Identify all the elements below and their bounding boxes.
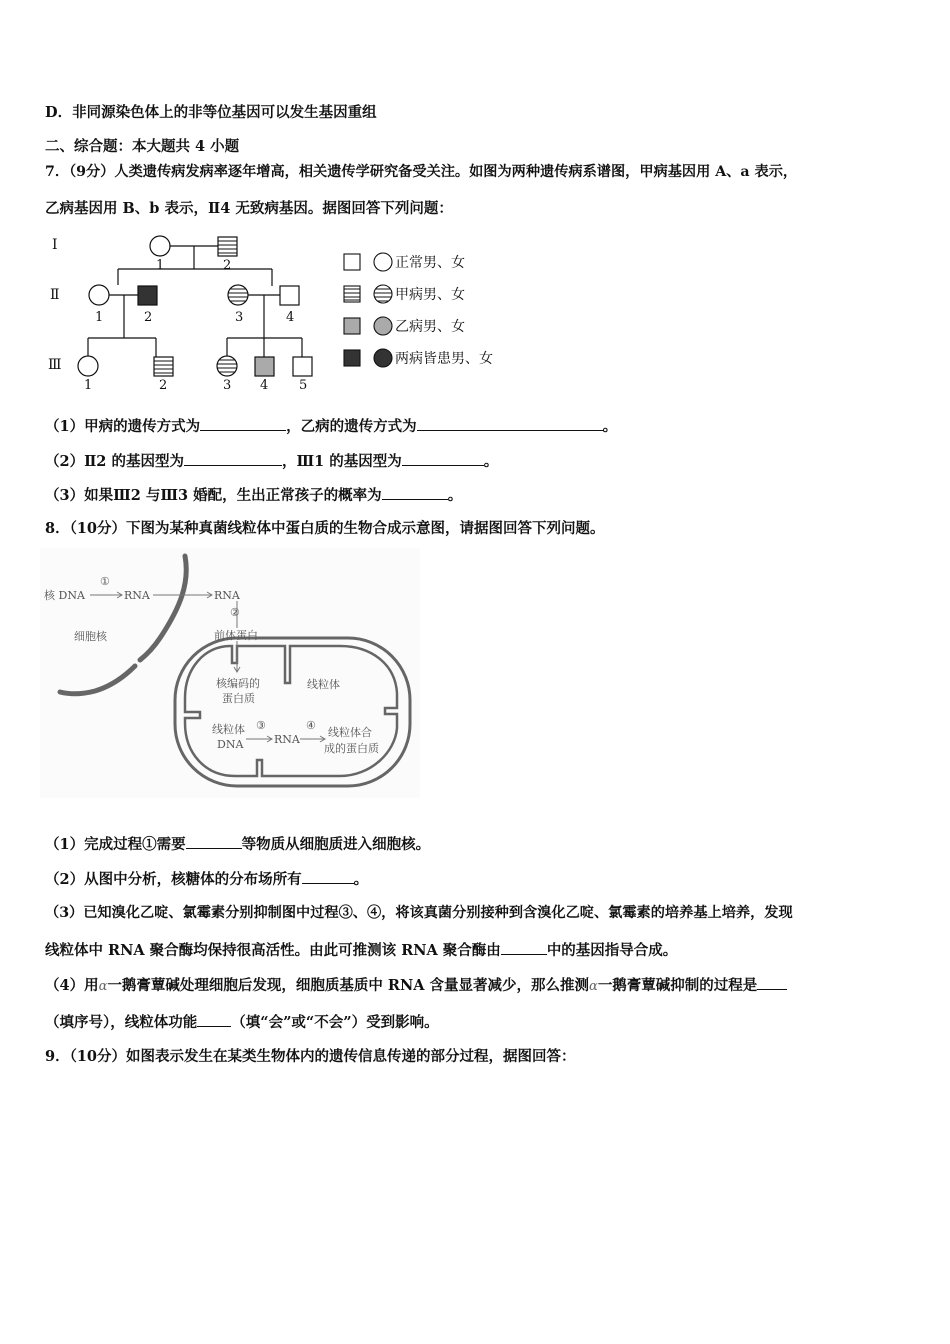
label-step-2: ② xyxy=(230,606,240,619)
alpha-symbol: α xyxy=(98,979,108,994)
III5-number: 5 xyxy=(299,378,308,393)
III2-disease-a-male xyxy=(150,357,176,376)
answer-blank[interactable] xyxy=(757,975,787,990)
I2-number: 2 xyxy=(223,258,232,273)
II4-normal-male xyxy=(280,286,299,305)
label-mt-dna-1: 线粒体 xyxy=(212,723,245,736)
label-mitochondrion: 线粒体 xyxy=(307,678,340,691)
answer-blank[interactable] xyxy=(402,451,484,466)
III5-normal-male xyxy=(293,357,312,376)
label-nucleus: 细胞核 xyxy=(74,630,107,643)
q7-sub1: （1）甲病的遗传方式为 ，乙病的遗传方式为 。 xyxy=(45,418,618,435)
answer-blank[interactable] xyxy=(501,940,547,955)
answer-blank[interactable] xyxy=(186,834,242,849)
q8-sub4-line2: （填序号），线粒体功能 （填“会”或“不会”）受到影响。 xyxy=(45,1014,439,1031)
q6-option-d: D．非同源染色体上的非等位基因可以发生基因重组 xyxy=(45,104,377,121)
legend-disease-b: 乙病男、女 xyxy=(395,319,465,335)
legend-both: 两病皆患男、女 xyxy=(395,351,493,367)
label-nuclear-encoded-1: 核编码的 xyxy=(216,677,260,690)
II2-number: 2 xyxy=(144,310,153,325)
II3-disease-a-female xyxy=(225,285,251,305)
II1-number: 1 xyxy=(95,310,104,325)
answer-blank[interactable] xyxy=(184,451,282,466)
III4-number: 4 xyxy=(260,378,269,393)
label-step-4: ④ xyxy=(306,719,316,732)
label-step-1: ① xyxy=(100,575,110,588)
q8-stem: 8．（10分）下图为某种真菌线粒体中蛋白质的生物合成示意图，请据图回答下列问题。 xyxy=(45,520,605,537)
gen-III-label: Ⅲ xyxy=(48,357,62,373)
pedigree-chart xyxy=(40,225,530,395)
answer-blank[interactable] xyxy=(197,1012,231,1027)
q8-sub2: （2）从图中分析，核糖体的分布场所有 。 xyxy=(45,871,369,888)
III4-disease-b-male xyxy=(255,357,274,376)
answer-blank[interactable] xyxy=(302,869,354,884)
q7-sub3: （3）如果Ⅲ2 与Ⅲ3 婚配，生出正常孩子的概率为 。 xyxy=(45,487,463,504)
answer-blank[interactable] xyxy=(382,485,448,500)
q9-stem: 9．（10分）如图表示发生在某类生物体内的遗传信息传递的部分过程，据图回答： xyxy=(45,1048,576,1065)
label-mt-dna-2: DNA xyxy=(217,738,244,751)
mito-protein-diagram xyxy=(40,548,420,798)
q7-stem-line2: 乙病基因用 B、b 表示，Ⅱ4 无致病基因。据图回答下列问题： xyxy=(45,200,453,217)
answer-blank[interactable] xyxy=(417,416,603,431)
gen-II-label: Ⅱ xyxy=(50,287,60,303)
label-rna-2: RNA xyxy=(214,589,240,602)
label-rna-1: RNA xyxy=(124,589,150,602)
III2-number: 2 xyxy=(159,378,168,393)
III1-normal-female xyxy=(78,356,98,376)
q7-sub2: （2）Ⅱ2 的基因型为 ，Ⅲ1 的基因型为 。 xyxy=(45,453,499,470)
I1-normal-female xyxy=(150,236,170,256)
gen-I-label: Ⅰ xyxy=(52,237,58,253)
II2-both-diseases-male xyxy=(138,286,157,305)
label-mt-protein-1: 线粒体合 xyxy=(328,726,372,739)
label-nuclear-dna: 核 DNA xyxy=(44,589,85,602)
answer-blank[interactable] xyxy=(200,416,286,431)
legend xyxy=(340,253,493,367)
II4-number: 4 xyxy=(286,310,295,325)
q7-stem-line1: 7．（9分）人类遗传病发病率逐年增高，相关遗传学研究备受关注。如图为两种遗传病系谱图，甲病基因用 A、a 表示， xyxy=(45,164,798,180)
label-rna-3: RNA xyxy=(274,733,300,746)
label-step-3: ③ xyxy=(256,719,266,732)
II1-normal-female xyxy=(89,285,109,305)
q8-sub4-line1: （4）用α一鹅膏蕈碱处理细胞后发现，细胞质基质中 RNA 含量显著减少，那么推测α一鹅膏蕈碱抑制的过程是 xyxy=(45,975,787,997)
I1-number: 1 xyxy=(156,258,165,273)
label-mt-protein-2: 成的蛋白质 xyxy=(324,742,379,755)
label-nuclear-encoded-2: 蛋白质 xyxy=(222,692,255,705)
q8-sub3-line1: （3）已知溴化乙啶、氯霉素分别抑制图中过程③、④，将该真菌分别接种到含溴化乙啶、氯霉素的培养基上培养，发现 xyxy=(45,905,793,921)
q8-sub3-line2: 线粒体中 RNA 聚合酶均保持很高活性。由此可推测该 RNA 聚合酶由 中的基因指导合成。 xyxy=(45,942,678,959)
III3-number: 3 xyxy=(223,378,232,393)
III1-number: 1 xyxy=(84,378,93,393)
III3-disease-a-female xyxy=(214,356,240,376)
legend-disease-a: 甲病男、女 xyxy=(395,287,465,303)
II3-number: 3 xyxy=(235,310,244,325)
section-heading: 二、综合题：本大题共 4 小题 xyxy=(45,138,240,155)
legend-normal: 正常男、女 xyxy=(395,255,465,271)
q8-sub1: （1）完成过程①需要 等物质从细胞质进入细胞核。 xyxy=(45,836,431,853)
I2-disease-a-male xyxy=(215,237,240,256)
alpha-symbol: α xyxy=(589,979,598,994)
label-precursor: 前体蛋白 xyxy=(214,629,258,642)
